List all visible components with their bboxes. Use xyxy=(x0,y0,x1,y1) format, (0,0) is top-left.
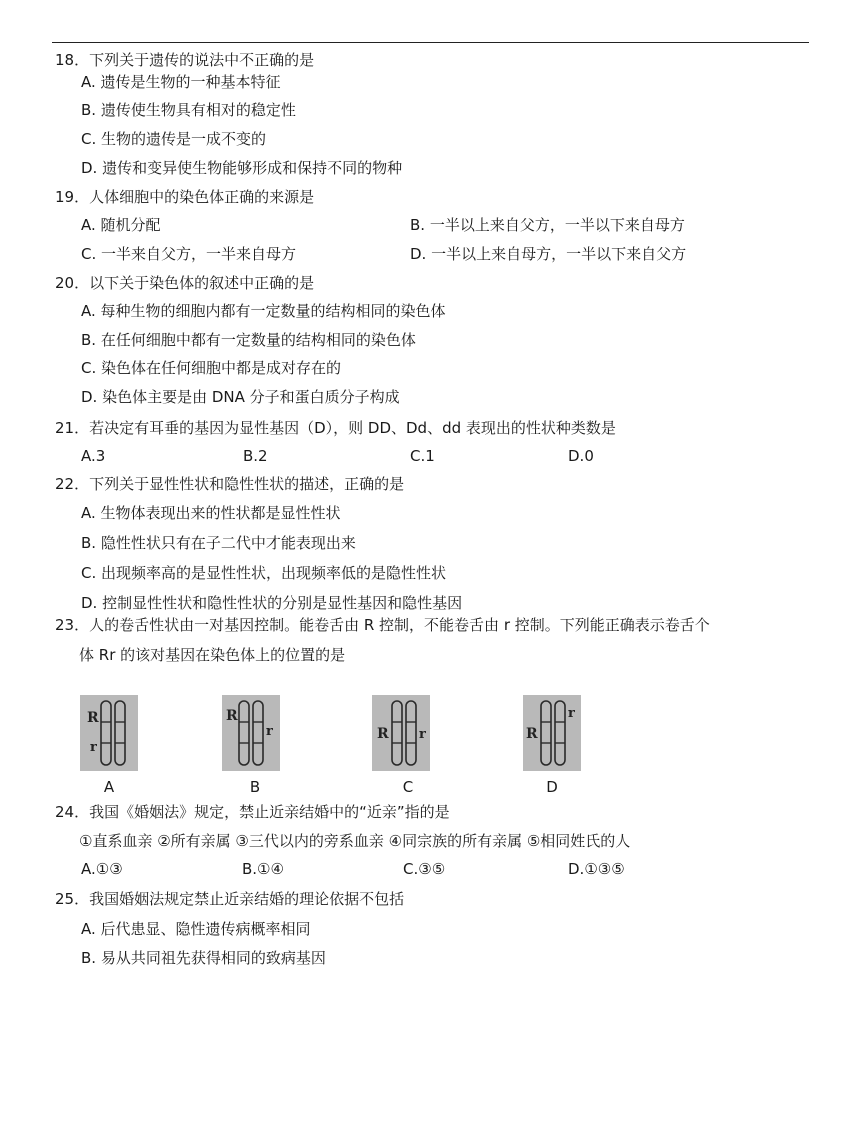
gene-label-small: r xyxy=(419,727,426,742)
q23-figure-c xyxy=(372,695,430,771)
q23-figure-d-label: D xyxy=(546,778,558,796)
q24-option-b: B.①④ xyxy=(242,860,284,878)
q19-option-a: A. 随机分配 xyxy=(81,216,161,234)
q18-option-d: D. 遗传和变异使生物能够形成和保持不同的物种 xyxy=(81,159,403,177)
q23-stem-continued: 体 Rr 的该对基因在染色体上的位置的是 xyxy=(79,646,346,664)
gene-label-small: r xyxy=(90,740,97,755)
q24-option-d: D.①③⑤ xyxy=(568,860,625,878)
q25-stem: 25．我国婚姻法规定禁止近亲结婚的理论依据不包括 xyxy=(55,890,405,908)
q23-figure-b-label: B xyxy=(249,778,261,796)
q20-option-a: A. 每种生物的细胞内都有一定数量的结构相同的染色体 xyxy=(81,302,446,320)
q19-option-c: C. 一半来自父方，一半来自母方 xyxy=(81,245,297,263)
gene-label-big: R xyxy=(526,726,538,742)
q24-stem: 24．我国《婚姻法》规定，禁止近亲结婚中的“近亲”指的是 xyxy=(55,803,450,821)
q21-option-b: B.2 xyxy=(243,447,268,465)
q19-option-b: B. 一半以上来自父方，一半以下来自母方 xyxy=(410,216,685,234)
q24-option-a: A.①③ xyxy=(81,860,123,878)
q21-option-d: D.0 xyxy=(568,447,594,465)
q23-figure-d xyxy=(523,695,581,771)
q18-option-a: A. 遗传是生物的一种基本特征 xyxy=(81,73,281,91)
q19-option-d: D. 一半以上来自母方，一半以下来自父方 xyxy=(410,245,687,263)
q25-option-a: A. 后代患显、隐性遗传病概率相同 xyxy=(81,920,311,938)
gene-label-big: R xyxy=(377,726,389,742)
header-rule xyxy=(52,42,809,43)
q24-items: ①直系血亲 ②所有亲属 ③三代以内的旁系血亲 ④同宗族的所有亲属 ⑤相同姓氏的人 xyxy=(79,832,631,850)
q23-figure-b xyxy=(222,695,280,771)
q23-figure-a xyxy=(80,695,138,771)
gene-label-big: R xyxy=(226,708,238,724)
q20-option-c: C. 染色体在任何细胞中都是成对存在的 xyxy=(81,359,342,377)
gene-label-small: r xyxy=(266,724,273,739)
q24-option-c: C.③⑤ xyxy=(403,860,446,878)
gene-label-small: r xyxy=(568,706,575,721)
q22-stem: 22．下列关于显性性状和隐性性状的描述，正确的是 xyxy=(55,475,405,493)
q21-option-c: C.1 xyxy=(410,447,435,465)
q23-figure-c-label: C xyxy=(402,778,414,796)
q20-option-b: B. 在任何细胞中都有一定数量的结构相同的染色体 xyxy=(81,331,416,349)
q22-option-b: B. 隐性性状只有在子二代中才能表现出来 xyxy=(81,534,356,552)
q18-stem: 18．下列关于遗传的说法中不正确的是 xyxy=(55,51,315,69)
q23-figure-a-label: A xyxy=(103,778,115,796)
q18-option-c: C. 生物的遗传是一成不变的 xyxy=(81,130,267,148)
q20-stem: 20．以下关于染色体的叙述中正确的是 xyxy=(55,274,315,292)
q21-stem: 21．若决定有耳垂的基因为显性基因（D），则 DD、Dd、dd 表现出的性状种类数是 xyxy=(55,419,616,437)
q23-stem: 23．人的卷舌性状由一对基因控制。能卷舌由 R 控制，不能卷舌由 r 控制。下列能正确表示卷舌个 xyxy=(55,616,710,634)
q22-option-c: C. 出现频率高的是显性性状，出现频率低的是隐性性状 xyxy=(81,564,447,582)
q21-option-a: A.3 xyxy=(81,447,106,465)
q25-option-b: B. 易从共同祖先获得相同的致病基因 xyxy=(81,949,326,967)
gene-label-big: R xyxy=(87,710,99,726)
q18-option-b: B. 遗传使生物具有相对的稳定性 xyxy=(81,101,296,119)
q22-option-a: A. 生物体表现出来的性状都是显性性状 xyxy=(81,504,341,522)
q22-option-d: D. 控制显性性状和隐性性状的分别是显性基因和隐性基因 xyxy=(81,594,463,612)
q19-stem: 19．人体细胞中的染色体正确的来源是 xyxy=(55,188,315,206)
q20-option-d: D. 染色体主要是由 DNA 分子和蛋白质分子构成 xyxy=(81,388,400,406)
